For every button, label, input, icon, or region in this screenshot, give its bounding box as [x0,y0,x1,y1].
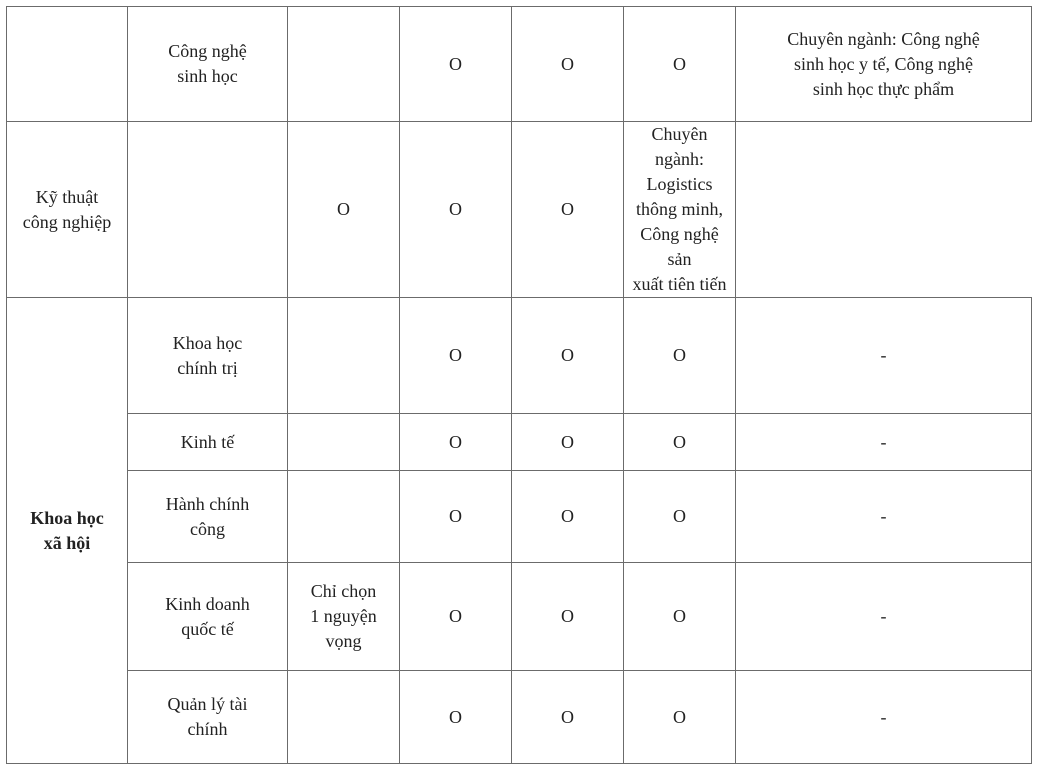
remark-cell: - [736,414,1032,471]
note-cell [288,471,400,563]
option-cell: O [512,7,624,122]
table-row [7,671,1032,764]
option-cell: O [624,471,736,563]
option-cell: O [624,563,736,671]
note-cell [288,7,400,122]
option-cell: O [288,122,400,298]
option-cell: O [512,471,624,563]
major-cell: Công nghệ sinh học [128,7,288,122]
option-cell: O [512,298,624,414]
note-cell: Chỉ chọn 1 nguyện vọng [288,563,400,671]
option-cell: O [400,298,512,414]
major-cell: Kinh doanh quốc tế [128,563,288,671]
option-cell: O [512,414,624,471]
note-cell [288,414,400,471]
remark-cell: - [736,298,1032,414]
major-cell: Hành chính công [128,471,288,563]
table-row [7,122,1032,298]
group-cell: Khoa học xã hội [7,298,128,764]
remark-cell: Chuyên ngành: Logistics thông minh, Công nghệ sản xuất tiên tiến [624,122,736,298]
note-cell [288,298,400,414]
option-cell: O [512,122,624,298]
table-row [7,414,1032,471]
major-cell: Khoa học chính trị [128,298,288,414]
remark-cell: Chuyên ngành: Công nghệ sinh học y tế, Công nghệ sinh học thực phẩm [736,7,1032,122]
option-cell: O [400,471,512,563]
remark-cell: - [736,471,1032,563]
option-cell: O [624,7,736,122]
remark-cell: - [736,671,1032,764]
option-cell: O [624,671,736,764]
table-row [7,298,1032,414]
major-cell: Quản lý tài chính [128,671,288,764]
table-row [7,7,1032,122]
remark-cell: - [736,563,1032,671]
table-row [7,563,1032,671]
major-cell: Kỹ thuật công nghiệp [7,122,128,298]
major-cell: Kinh tế [128,414,288,471]
option-cell: O [400,671,512,764]
option-cell: O [400,563,512,671]
option-cell: O [512,671,624,764]
group-cell [7,7,128,122]
option-cell: O [400,122,512,298]
option-cell: O [512,563,624,671]
note-cell [288,671,400,764]
table-row [7,471,1032,563]
majors-table [6,6,1032,764]
option-cell: O [400,414,512,471]
option-cell: O [624,298,736,414]
option-cell: O [624,414,736,471]
option-cell: O [400,7,512,122]
note-cell [128,122,288,298]
